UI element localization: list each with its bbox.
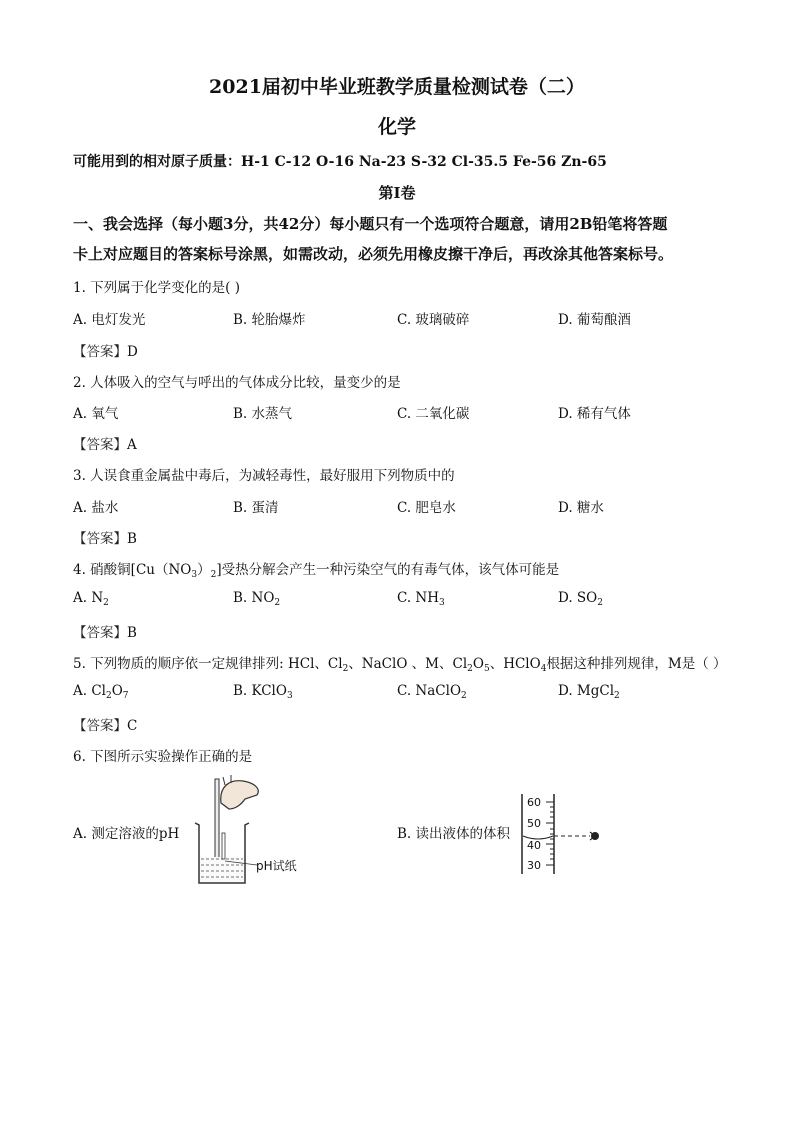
q5-a-sub: 7 (122, 691, 129, 701)
q5-stem-sub: 4 (540, 664, 547, 674)
answer-label: 【答案】 (73, 437, 127, 453)
q4-a-sub: 2 (103, 598, 109, 608)
q4-stem-sub: 3 (191, 570, 198, 580)
q1-option-d: D. 葡萄酿酒 (558, 312, 631, 328)
q5-answer (73, 714, 137, 734)
q3-option-a: A. 盐水 (73, 500, 119, 516)
question-1-stem: 1. 下列属于化学变化的是( ) (73, 280, 240, 296)
q5-a-text: O (111, 683, 123, 699)
q2-option-c: C. 二氧化碳 (397, 406, 470, 422)
q5-option-d (558, 683, 620, 701)
q3-option-c: C. 肥皂水 (397, 500, 456, 516)
q5-stem-part: 、HClO (489, 656, 541, 672)
q6-option-b: B. 读出液体的体积 (397, 826, 511, 842)
tick-label: 60 (527, 796, 541, 809)
answer-label: 【答案】 (73, 718, 127, 734)
q4-option-b (233, 590, 280, 608)
q2-answer (73, 433, 137, 453)
q3-option-d: D. 糖水 (558, 500, 604, 516)
subject-heading: 化学 (377, 116, 416, 138)
eye-icon (590, 832, 599, 840)
tick-label: 30 (527, 859, 541, 872)
q5-option-b (233, 683, 293, 701)
q5-b-sub: 3 (286, 691, 293, 701)
question-5-stem (73, 652, 727, 674)
q2-option-a: A. 氧气 (73, 406, 119, 422)
q5-stem-sub: 5 (483, 664, 490, 674)
question-4-stem (73, 558, 559, 580)
q2-option-d: D. 稀有气体 (558, 406, 631, 422)
q4-c-text: C. NH (397, 590, 440, 606)
q2-option-b: B. 水蒸气 (233, 406, 293, 422)
section-instructions-line1: 一、我会选择（每小题3分，共42分）每小题只有一个选项符合题意，请用2B铅笔将答题 (73, 215, 668, 233)
q5-c-text: C. NaClO (397, 683, 462, 699)
q4-stem-part: ） (197, 562, 211, 578)
q3-option-b: B. 蛋清 (233, 500, 279, 516)
q5-stem-part: 根据这种排列规律，M是（ ） (546, 656, 727, 672)
q6-option-a: A. 测定溶液的pH (73, 826, 180, 842)
answer-label: 【答案】 (73, 344, 127, 360)
hand-icon (221, 781, 258, 809)
q3-answer (73, 527, 137, 547)
q4-stem-part: 4. 硝酸铜[Cu（NO (73, 562, 192, 578)
q1-option-a: A. 电灯发光 (73, 312, 146, 328)
q5-stem-sub: 2 (342, 664, 349, 674)
volume-heading: 第I卷 (378, 184, 416, 202)
atomic-masses: 可能用到的相对原子质量：H-1 C-12 O-16 Na-23 S-32 Cl-35.5 Fe-56 Zn-65 (73, 154, 607, 170)
q5-b-text: B. KClO (233, 683, 287, 699)
q4-d-text: D. SO (558, 590, 598, 606)
ph-paper-label: pH试纸 (256, 859, 297, 873)
q1-option-b: B. 轮胎爆炸 (233, 312, 306, 328)
answer-value: A (127, 437, 137, 453)
q4-answer (73, 621, 137, 641)
section-instructions-line2: 卡上对应题目的答案标号涂黑，如需改动，必须先用橡皮擦干净后，再改涂其他答案标号。 (73, 245, 674, 263)
glass-rod (215, 779, 219, 859)
tick-label: 50 (527, 817, 541, 830)
q4-option-c (397, 590, 445, 608)
answer-label: 【答案】 (73, 531, 127, 547)
q5-d-sub: 2 (614, 691, 620, 701)
tick-label: 40 (527, 839, 541, 852)
q5-d-text: D. MgCl (558, 683, 615, 699)
exam-title: 2021届初中毕业班教学质量检测试卷（二） (209, 76, 585, 98)
q1-answer (73, 340, 138, 360)
q5-a-text: A. Cl (73, 683, 106, 699)
q5-stem-part: O (472, 656, 484, 672)
answer-value: D (127, 344, 138, 360)
answer-value: B (127, 531, 137, 547)
q4-d-sub: 2 (597, 598, 603, 608)
q4-option-a (73, 590, 109, 608)
ph-test-figure (185, 775, 315, 890)
q1-option-c: C. 玻璃破碎 (397, 312, 470, 328)
answer-label: 【答案】 (73, 625, 127, 641)
q4-stem-sub: 2 (210, 570, 217, 580)
q4-b-sub: 2 (274, 598, 281, 608)
cylinder-figure (518, 792, 608, 877)
question-3-stem: 3. 人误食重金属盐中毒后，为减轻毒性，最好服用下列物质中的 (73, 468, 455, 484)
answer-value: B (127, 625, 137, 641)
q4-stem-part: ]受热分解会产生一种污染空气的有毒气体，该气体可能是 (216, 562, 560, 578)
q5-stem-sub: 2 (467, 664, 473, 674)
ph-paper (222, 833, 225, 859)
q5-a-sub: 2 (105, 691, 112, 701)
q4-a-text: A. N (73, 590, 104, 606)
q5-stem-part: 、NaClO 、M、Cl (348, 656, 468, 672)
q5-c-sub: 2 (461, 691, 467, 701)
q5-option-a (73, 683, 129, 701)
q5-option-c (397, 683, 467, 701)
q4-b-text: B. NO (233, 590, 275, 606)
answer-value: C (127, 718, 138, 734)
question-6-stem: 6. 下图所示实验操作正确的是 (73, 749, 253, 765)
q5-stem-part: 5. 下列物质的顺序依一定规律排列: HCl、Cl (73, 656, 343, 672)
q4-option-d (558, 590, 603, 608)
question-2-stem: 2. 人体吸入的空气与呼出的气体成分比较，量变少的是 (73, 375, 401, 391)
q4-c-sub: 3 (439, 598, 445, 608)
